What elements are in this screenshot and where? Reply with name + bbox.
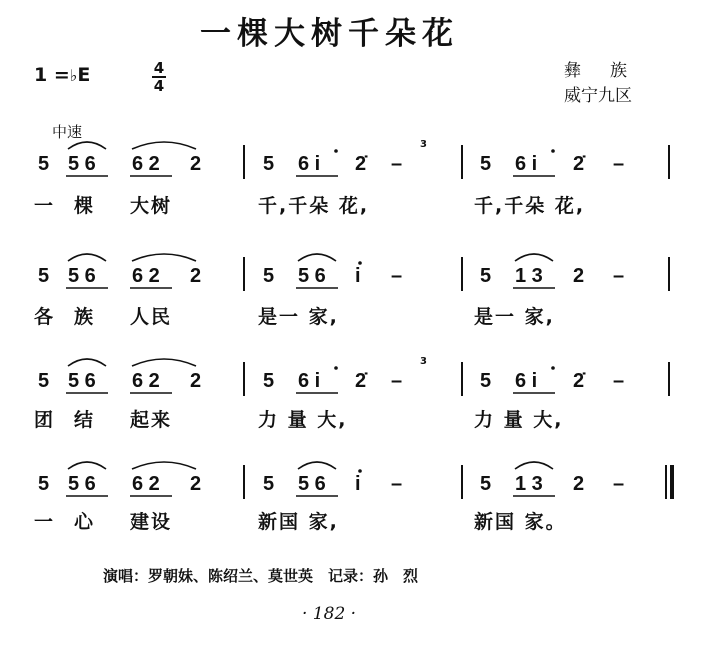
jianpu-note: 2 bbox=[573, 473, 585, 495]
jianpu-note: 6 i bbox=[298, 153, 321, 175]
jianpu-note: – bbox=[613, 265, 625, 287]
lyric-text: 一 bbox=[34, 195, 56, 217]
lyric-text: 棵 bbox=[74, 195, 96, 217]
jianpu-note: 5 bbox=[38, 153, 50, 175]
slur-arc bbox=[68, 142, 106, 149]
jianpu-note: 1 3 bbox=[515, 473, 543, 495]
song-title: 一棵大树千朵花 bbox=[200, 16, 459, 52]
jianpu-note: – bbox=[391, 153, 403, 175]
lyric-text: 团 bbox=[34, 409, 56, 431]
jianpu-note: 6 2 bbox=[132, 153, 160, 175]
jianpu-note: 5 6 bbox=[68, 265, 96, 287]
lyric-text: 千,千朵 花, bbox=[258, 195, 370, 217]
jianpu-note: 5 bbox=[480, 265, 492, 287]
jianpu-note: 2̇ bbox=[573, 153, 585, 175]
jianpu-note: 2 bbox=[190, 265, 202, 287]
jianpu-note: 5 bbox=[263, 370, 275, 392]
jianpu-note: 5 bbox=[263, 473, 275, 495]
key-prefix: 1 = bbox=[34, 64, 70, 86]
lyric-text: 力 量 大, bbox=[258, 409, 348, 431]
jianpu-note: 2̇ bbox=[355, 153, 367, 175]
jianpu-note: 5 bbox=[480, 370, 492, 392]
ethnicity-label: 彝 族 bbox=[564, 61, 633, 81]
slur-arc bbox=[298, 254, 336, 261]
lyric-text: 一 bbox=[34, 511, 56, 533]
jianpu-note: 5 bbox=[38, 473, 50, 495]
octave-dot bbox=[334, 149, 338, 153]
lyric-text: 各 bbox=[34, 306, 56, 328]
lyric-text: 新国 家。 bbox=[474, 511, 567, 533]
lyric-text: 建设 bbox=[130, 511, 173, 533]
lyric-text: 是一 家, bbox=[474, 306, 555, 328]
lyric-text: 力 量 大, bbox=[474, 409, 564, 431]
slur-arc bbox=[132, 142, 196, 149]
jianpu-note: 5 bbox=[480, 473, 492, 495]
octave-dot bbox=[334, 366, 338, 370]
octave-dot bbox=[358, 469, 362, 473]
jianpu-note: 1 3 bbox=[515, 265, 543, 287]
jianpu-note: 6 i bbox=[298, 370, 321, 392]
slur-arc bbox=[132, 359, 196, 366]
jianpu-note: 5 bbox=[480, 153, 492, 175]
slur-arc bbox=[68, 359, 106, 366]
slur-arc bbox=[515, 254, 553, 261]
jianpu-note: 2 bbox=[190, 370, 202, 392]
jianpu-note: 2 bbox=[190, 473, 202, 495]
lyric-text: 是一 家, bbox=[258, 306, 339, 328]
jianpu-note: 5 bbox=[263, 265, 275, 287]
jianpu-note: 6 2 bbox=[132, 265, 160, 287]
time-top: 4 bbox=[153, 59, 165, 77]
flat-sign: ♭ bbox=[69, 66, 78, 85]
jianpu-note: 2 bbox=[190, 153, 202, 175]
lyric-text: 起来 bbox=[130, 409, 173, 431]
lyric-text: 大树 bbox=[130, 195, 173, 217]
lyric-text: 结 bbox=[74, 409, 96, 431]
jianpu-note: i bbox=[355, 473, 361, 495]
lyric-text: 心 bbox=[74, 511, 96, 533]
slur-arc bbox=[132, 254, 196, 261]
jianpu-note: i bbox=[355, 265, 361, 287]
jianpu-note: 5 6 bbox=[298, 473, 326, 495]
jianpu-note: – bbox=[613, 370, 625, 392]
time-bottom: 4 bbox=[153, 77, 165, 95]
jianpu-note: 5 6 bbox=[68, 370, 96, 392]
octave-dot bbox=[551, 149, 555, 153]
lyric-text: 人民 bbox=[130, 306, 173, 328]
slur-arc bbox=[68, 462, 106, 469]
jianpu-note: – bbox=[391, 265, 403, 287]
octave-dot bbox=[551, 366, 555, 370]
jianpu-note: 6 2 bbox=[132, 370, 160, 392]
jianpu-note: – bbox=[391, 473, 403, 495]
jianpu-note: – bbox=[613, 153, 625, 175]
slur-arc bbox=[298, 462, 336, 469]
jianpu-note: 5 6 bbox=[68, 153, 96, 175]
credits-line: 演唱：罗朝妹、陈绍兰、莫世英 记录：孙 烈 bbox=[103, 567, 419, 585]
triplet-mark: 3 bbox=[420, 139, 427, 150]
jianpu-note: 5 6 bbox=[298, 265, 326, 287]
page-number: · 182 · bbox=[302, 604, 357, 624]
region-label: 威宁九区 bbox=[564, 86, 632, 106]
slur-arc bbox=[68, 254, 106, 261]
jianpu-note: 2̇ bbox=[355, 370, 367, 392]
slur-arc bbox=[515, 462, 553, 469]
jianpu-note: – bbox=[613, 473, 625, 495]
lyric-text: 族 bbox=[74, 306, 96, 328]
jianpu-note: 6 i bbox=[515, 153, 538, 175]
octave-dot bbox=[358, 261, 362, 265]
tempo-marking: 中速 bbox=[52, 123, 83, 141]
jianpu-note: 5 bbox=[38, 265, 50, 287]
jianpu-note: – bbox=[391, 370, 403, 392]
jianpu-note: 5 bbox=[263, 153, 275, 175]
triplet-mark: 3 bbox=[420, 356, 427, 367]
key-note: E bbox=[77, 64, 91, 86]
jianpu-note: 5 bbox=[38, 370, 50, 392]
lyric-text: 新国 家, bbox=[258, 511, 339, 533]
jianpu-note: 6 i bbox=[515, 370, 538, 392]
slur-arc bbox=[132, 462, 196, 469]
jianpu-note: 6 2 bbox=[132, 473, 160, 495]
jianpu-note: 2̇ bbox=[573, 370, 585, 392]
jianpu-note: 5 6 bbox=[68, 473, 96, 495]
jianpu-note: 2 bbox=[573, 265, 585, 287]
lyric-text: 千,千朵 花, bbox=[474, 195, 586, 217]
